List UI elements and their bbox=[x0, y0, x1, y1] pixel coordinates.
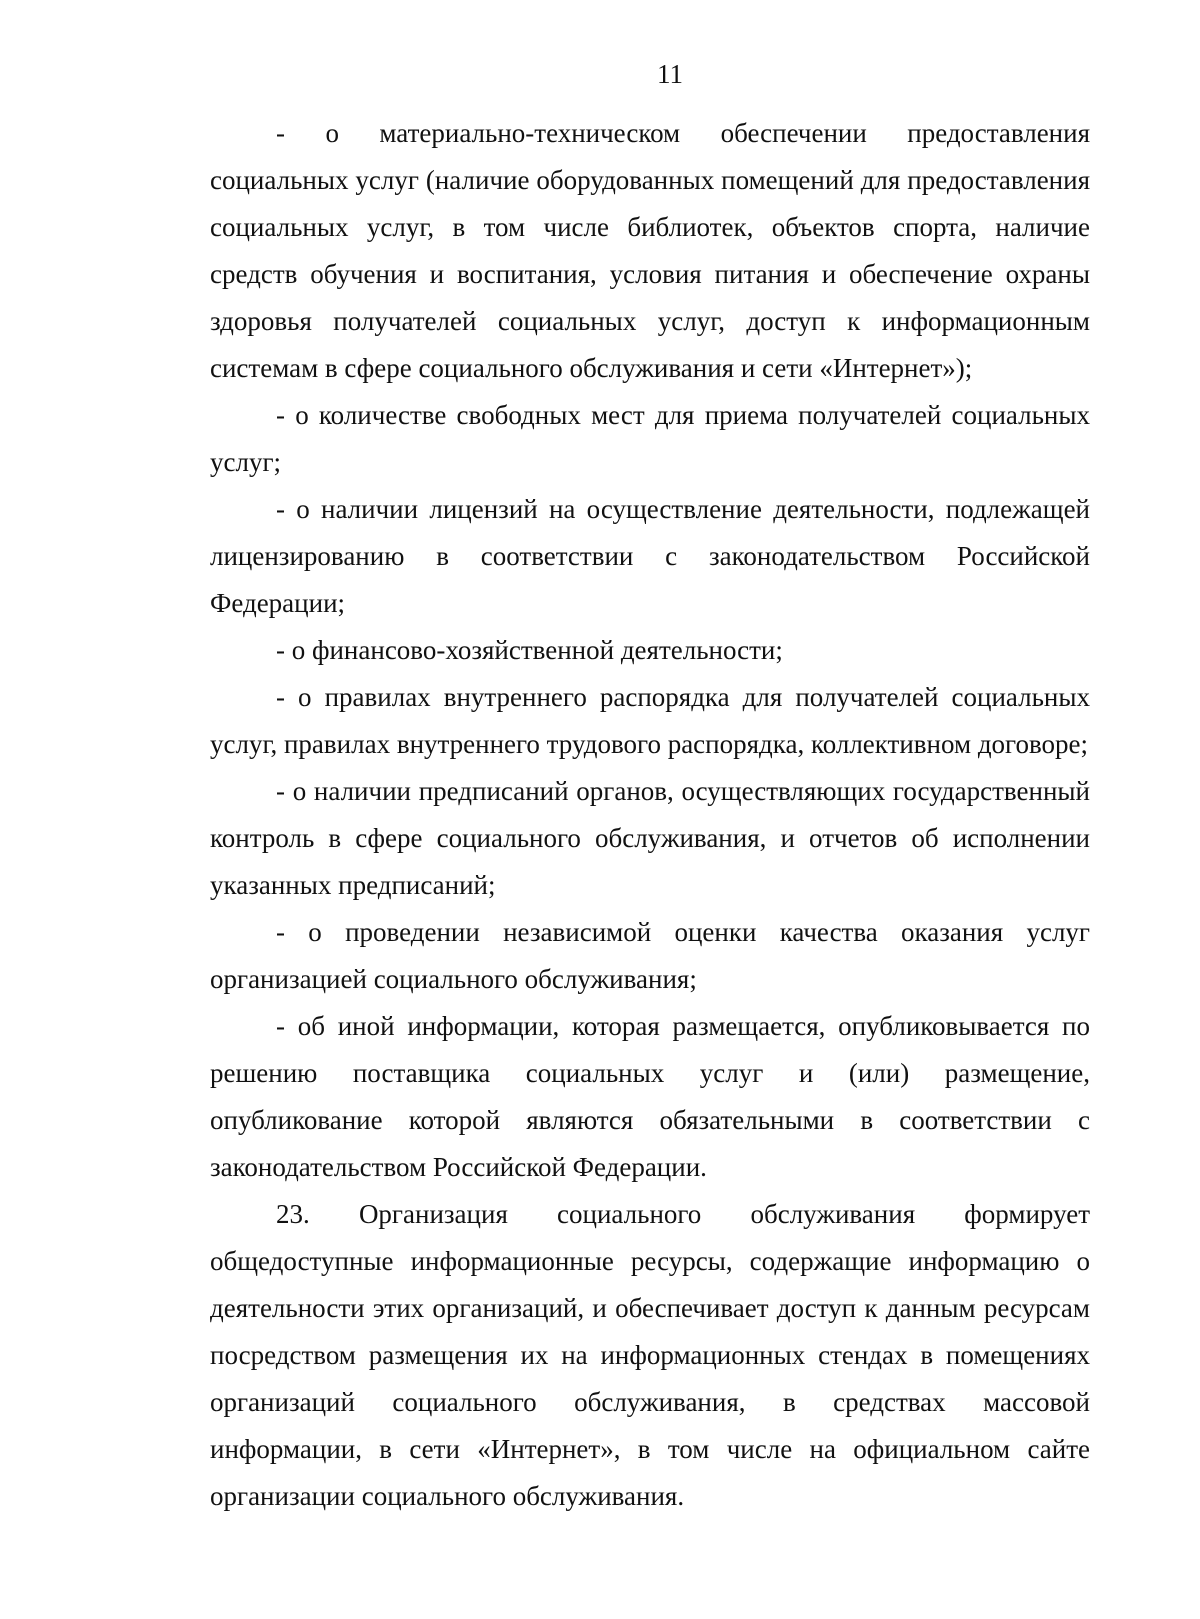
paragraph-independent-assessment: - о проведении независимой оценки качества оказания услуг организацией социального обслуживания; bbox=[210, 917, 1090, 994]
paragraph-internal-rules: - о правилах внутреннего распорядка для получателей социальных услуг, правилах внутреннего трудового распорядка, коллективном договоре; bbox=[210, 682, 1090, 759]
paragraph-prescriptions: - о наличии предписаний органов, осуществляющих государственный контроль в сфере социального обслуживания, и отчетов об исполнении указанных предписаний; bbox=[210, 776, 1090, 900]
paragraph-item-23: 23. Организация социального обслуживания формирует общедоступные информационные ресурсы, содержащие информацию о деятельности этих организаций, и обеспечивает доступ к данным ресурсам посредством размещения их на информационных стендах в помещениях организаций социального обслуживания, в средствах массовой информации, в сети «Интернет», в том числе на официальном сайте организации социального обслуживания. bbox=[210, 1199, 1090, 1511]
paragraph-material-support: - о материально-техническом обеспечении предоставления социальных услуг (наличие оборудованных помещений для предоставления социальных услуг, в том числе библиотек, объектов спорта, наличие средств обучения и воспитания, условия питания и обеспечение охраны здоровья получателей социальных услуг, доступ к информационным системам в сфере социального обслуживания и сети «Интернет»); bbox=[210, 118, 1090, 383]
page-number: 11 bbox=[657, 59, 683, 89]
paragraph-financial-activity: - о финансово-хозяйственной деятельности; bbox=[276, 635, 783, 665]
paragraph-free-places: - о количестве свободных мест для приема получателей социальных услуг; bbox=[210, 400, 1090, 477]
document-body bbox=[210, 110, 1090, 1520]
paragraph-other-information: - об иной информации, которая размещается, опубликовывается по решению поставщика социальных услуг и (или) размещение, опубликование которой являются обязательными в соответствии с законодательством Российской Федерации. bbox=[210, 1011, 1090, 1182]
paragraph-licenses: - о наличии лицензий на осуществление деятельности, подлежащей лицензированию в соответствии с законодательством Российской Федерации; bbox=[210, 494, 1090, 618]
